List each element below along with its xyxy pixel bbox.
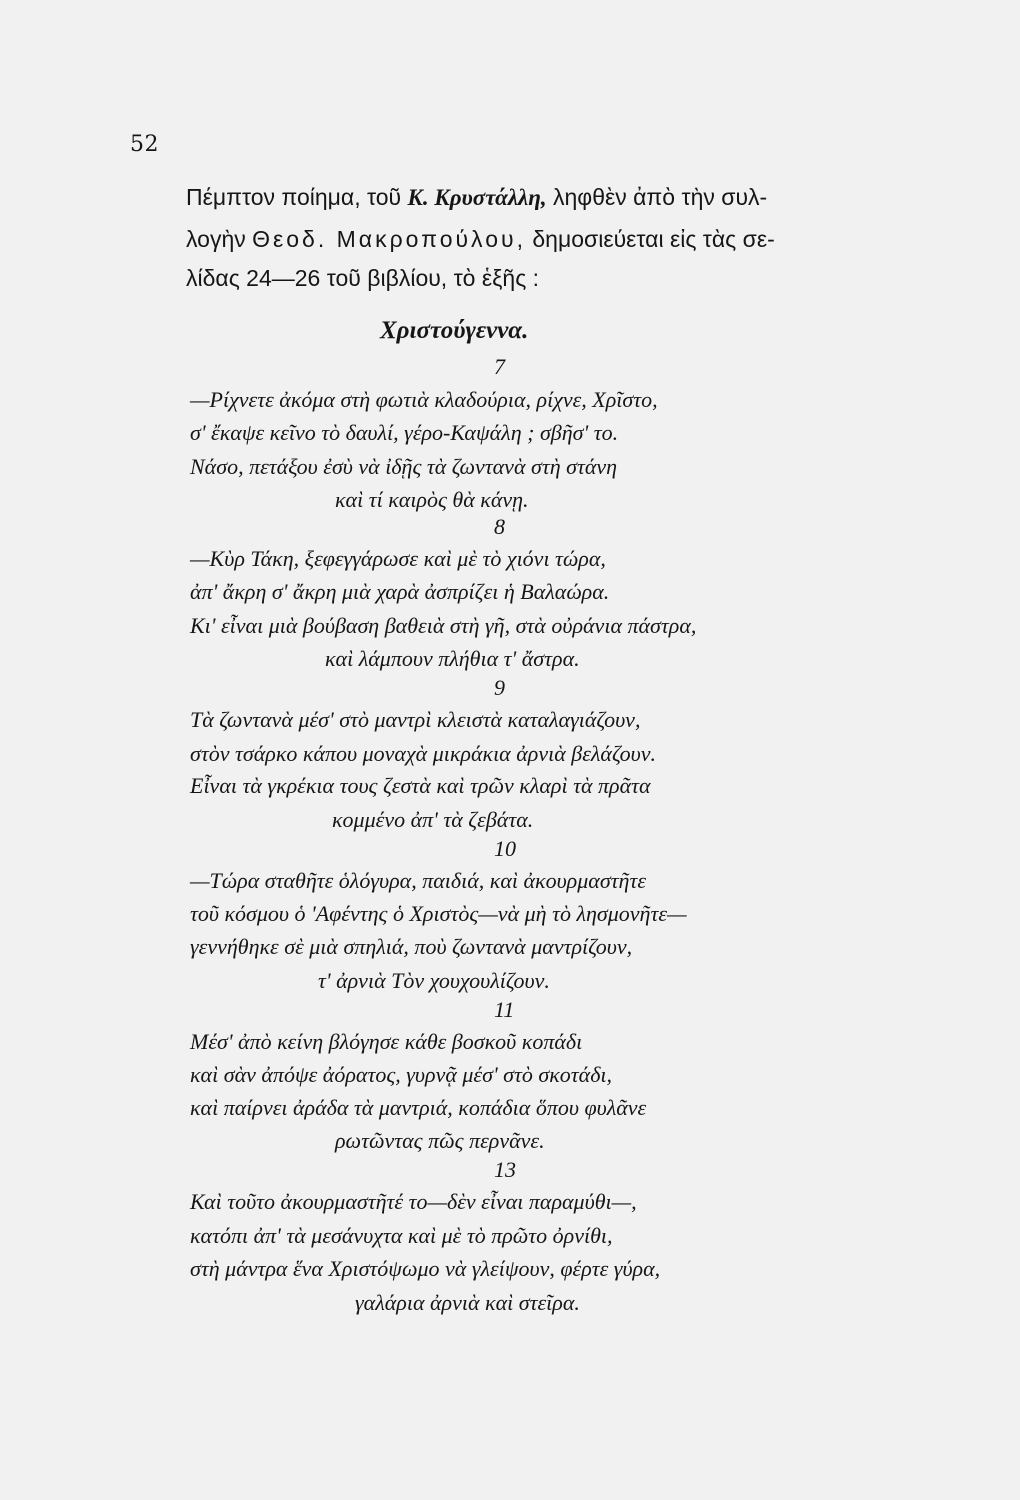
intro-text: Πέμπτον ποίημα, τοῦ	[186, 184, 408, 210]
verse-line: καὶ λάμπουν πλήθια τ' ἄστρα.	[325, 646, 580, 671]
verse-line: —Κὺρ Τάκη, ξεφεγγάρωσε καὶ μὲ τὸ χιόνι τώρα,	[190, 546, 606, 571]
verse-line: στὴ μάντρα ἕνα Χριστόψωμο νὰ γλείψουν, φέρτε γύρα,	[190, 1256, 661, 1281]
stanza-number: 13	[494, 1157, 516, 1182]
verse-line: γεννήθηκε σὲ μιὰ σπηλιά, ποὺ ζωντανὰ μαντρίζουν,	[190, 934, 633, 959]
verse-line: —Ρίχνετε ἀκόμα στὴ φωτιὰ κλαδούρια, ρίχνε, Χρῖστο,	[190, 387, 658, 412]
verse-line: ρωτῶντας πῶς περνᾶνε.	[335, 1128, 545, 1153]
verse-line: καὶ παίρνει ἀράδα τὰ μαντριά, κοπάδια ὅπου φυλᾶνε	[190, 1095, 647, 1120]
page-number: 52	[130, 132, 159, 157]
verse-line: σ' ἔκαψε κεῖνο τὸ δαυλί, γέρο-Καψάλη ; σβῆσ' το.	[190, 420, 619, 445]
intro-text: λίδας 24—26 τοῦ βιβλίου, τὸ ἑξῆς :	[186, 265, 540, 291]
verse-line: γαλάρια ἀρνιὰ καὶ στεῖρα.	[355, 1290, 580, 1315]
verse-line: τοῦ κόσμου ὁ 'Αφέντης ὁ Χριστὸς—νὰ μὴ τὸ λησμονῆτε—	[190, 901, 687, 926]
collection-author: Θεοδ. Μακροπούλου,	[252, 226, 526, 252]
verse-line: Μέσ' ἀπὸ κείνη βλόγησε κάθε βοσκοῦ κοπάδι	[190, 1029, 583, 1054]
intro-text: ληφθὲν ἀπὸ τὴν συλ-	[546, 184, 768, 210]
verse-line: —Τώρα σταθῆτε ὁλόγυρα, παιδιά, καὶ ἀκουρμαστῆτε	[190, 868, 647, 893]
author-name: Κ. Κρυστάλλη,	[407, 185, 547, 210]
verse-line: κατόπι ἀπ' τὰ μεσάνυχτα καὶ μὲ τὸ πρῶτο ὀρνίθι,	[190, 1223, 613, 1248]
verse-line: Κι' εἶναι μιὰ βούβαση βαθειὰ στὴ γῆ, στὰ οὐράνια πάστρα,	[190, 613, 697, 638]
verse-line: καὶ τί καιρὸς θὰ κάνῃ.	[335, 487, 529, 512]
stanza-number: 7	[494, 354, 505, 379]
verse-line: ἀπ' ἄκρη σ' ἄκρη μιὰ χαρὰ ἀσπρίζει ἡ Βαλαώρα.	[190, 579, 610, 604]
intro-text: δημοσιεύεται εἰς τὰς σε-	[525, 226, 775, 252]
intro-text: λογὴν	[186, 226, 253, 252]
stanza-number: 9	[494, 675, 505, 700]
verse-line: Νάσο, πετάξου ἐσὺ νὰ ἰδῇς τὰ ζωντανὰ στὴ στάνη	[190, 454, 618, 479]
verse-line: Καὶ τοῦτο ἀκουρμαστῆτέ το—δὲν εἶναι παραμύθι—,	[190, 1189, 637, 1214]
stanza-number: 11	[494, 997, 515, 1022]
stanza-number: 10	[494, 836, 516, 861]
verse-line: Εἶναι τὰ γκρέκια τους ζεστὰ καὶ τρῶν κλαρὶ τὰ πρᾶτα	[190, 773, 651, 798]
verse-line: τ' ἀρνιὰ Τὸν χουχουλίζουν.	[318, 968, 550, 993]
stanza-number: 8	[494, 514, 505, 539]
poem-title: Χριστούγεννα.	[380, 317, 529, 344]
verse-line: κομμένο ἀπ' τὰ ζεβάτα.	[332, 807, 534, 832]
verse-line: καὶ σὰν ἀπόψε ἀόρατος, γυρνᾷ μέσ' στὸ σκοτάδι,	[190, 1062, 613, 1087]
verse-line: στὸν τσάρκο κάπου μοναχὰ μικράκια ἀρνιὰ βελάζουν.	[190, 741, 656, 766]
verse-line: Τὰ ζωντανὰ μέσ' στὸ μαντρὶ κλειστὰ καταλαγιάζουν,	[190, 707, 641, 732]
